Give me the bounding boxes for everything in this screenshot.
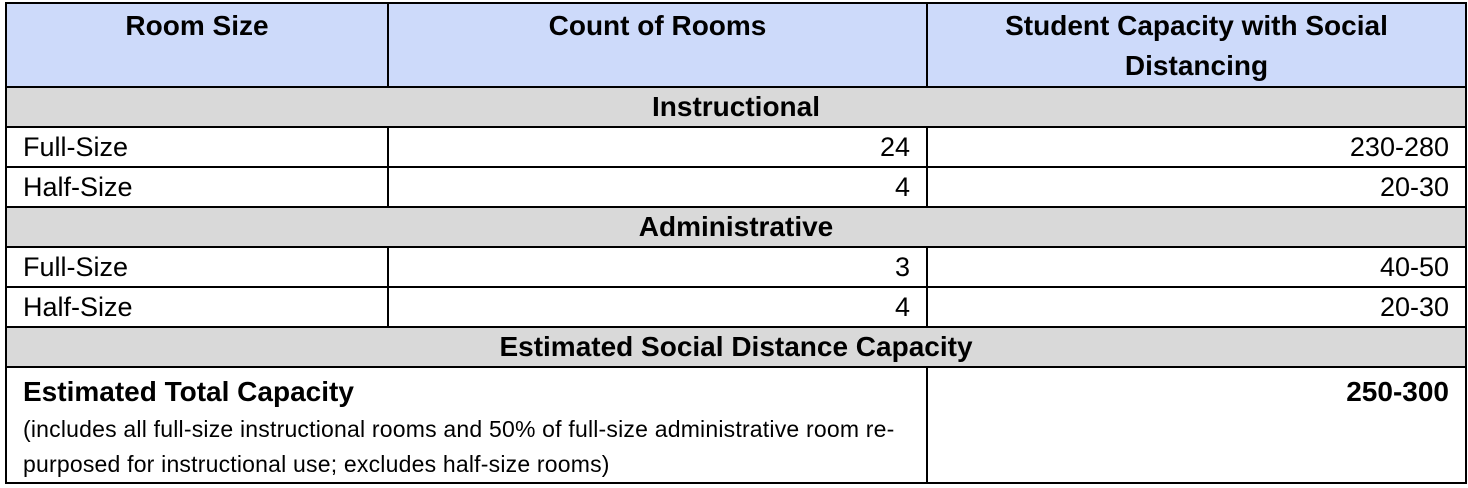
capacity-cell: 40-50 <box>927 247 1466 287</box>
room-size-cell: Full-Size <box>6 127 388 167</box>
section-row-administrative <box>6 207 1466 247</box>
header-count-of-rooms: Count of Rooms <box>388 3 927 87</box>
room-count-cell: 4 <box>388 287 927 327</box>
total-label: Estimated Total Capacity <box>23 376 354 407</box>
section-title: Instructional <box>6 87 1466 127</box>
room-size-cell: Full-Size <box>6 247 388 287</box>
table-row <box>6 167 1466 207</box>
section-title: Administrative <box>6 207 1466 247</box>
capacity-table <box>5 2 1467 484</box>
capacity-cell: 20-30 <box>927 287 1466 327</box>
table-row <box>6 247 1466 287</box>
section-row-instructional <box>6 87 1466 127</box>
total-note: (includes all full-size instructional rooms and 50% of full-size administrative room re-purposed for instructional use; excludes half-size rooms) <box>23 416 895 477</box>
section-title: Estimated Social Distance Capacity <box>6 327 1466 367</box>
header-room-size: Room Size <box>6 3 388 87</box>
table-row <box>6 287 1466 327</box>
room-size-cell: Half-Size <box>6 287 388 327</box>
room-count-cell: 3 <box>388 247 927 287</box>
header-row <box>6 3 1466 87</box>
table-row <box>6 127 1466 167</box>
room-count-cell: 4 <box>388 167 927 207</box>
room-size-cell: Half-Size <box>6 167 388 207</box>
room-count-cell: 24 <box>388 127 927 167</box>
total-description-cell <box>6 367 927 483</box>
capacity-cell: 20-30 <box>927 167 1466 207</box>
section-row-estimated <box>6 327 1466 367</box>
capacity-cell: 230-280 <box>927 127 1466 167</box>
header-student-capacity: Student Capacity with Social Distancing <box>927 3 1466 87</box>
total-value: 250-300 <box>927 367 1466 483</box>
total-row <box>6 367 1466 483</box>
